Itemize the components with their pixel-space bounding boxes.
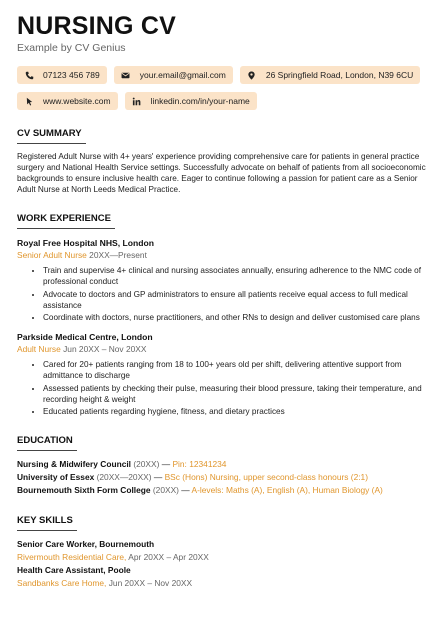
job-role: Adult Nurse bbox=[17, 344, 61, 354]
contact-chips bbox=[17, 66, 426, 110]
job-organization: Parkside Medical Centre, London bbox=[17, 332, 153, 342]
skill-title bbox=[17, 564, 426, 577]
skill-dates: Apr 20XX – Apr 20XX bbox=[128, 552, 209, 562]
job-bullet: • Advocate to doctors and GP administrators to ensure all patients receive equal access to full medical assistance bbox=[43, 289, 426, 311]
education-detail: BSc (Hons) Nursing, upper second-class honours (2:1) bbox=[164, 472, 368, 482]
email-icon bbox=[120, 69, 132, 81]
job-dates: Jun 20XX – Nov 20XX bbox=[63, 344, 147, 354]
contact-email[interactable] bbox=[114, 66, 233, 84]
skill-dates: Jun 20XX – Nov 20XX bbox=[108, 578, 193, 588]
phone-icon bbox=[23, 69, 35, 81]
education-item bbox=[17, 484, 426, 497]
skills-heading: KEY SKILLS bbox=[17, 515, 77, 531]
skill-title-text: Health Care Assistant, Poole bbox=[17, 565, 131, 575]
experience-heading: WORK EXPERIENCE bbox=[17, 213, 115, 229]
cursor-icon bbox=[23, 95, 35, 107]
job-bullets bbox=[17, 265, 426, 323]
skill-detail bbox=[17, 577, 426, 590]
job-bullet: • Assessed patients by checking their pulse, measuring their blood pressure, taking their temperature, and recording height & weight bbox=[43, 383, 426, 405]
cv-subtitle: Example by CV Genius bbox=[17, 42, 126, 54]
summary-section bbox=[17, 123, 426, 195]
education-item bbox=[17, 471, 426, 484]
contact-address[interactable] bbox=[240, 66, 420, 84]
cv-title: NURSING CV bbox=[17, 12, 176, 40]
education-dash: — bbox=[161, 459, 171, 469]
job-entry bbox=[17, 238, 426, 323]
contact-email-text: your.email@gmail.com bbox=[139, 70, 226, 80]
job-bullet: • Educated patients regarding hygiene, fitness, and dietary practices bbox=[43, 406, 426, 417]
contact-address-text: 26 Springfield Road, London, N39 6CU bbox=[265, 70, 414, 80]
contact-website-text: www.website.com bbox=[43, 96, 111, 106]
summary-text: Registered Adult Nurse with 4+ years' experience providing comprehensive care for patients in general practice surgery and National Health Service settings. Successfully advocate on behalf of patients from all socioeconomic backgrounds to ensure inclusive health care. Eager to continue following a passion for patient care as a Senior Adult Nurse at North Leeds Medical Practice. bbox=[17, 152, 426, 194]
education-dash: — bbox=[181, 485, 190, 495]
skills-section bbox=[17, 510, 426, 590]
job-bullet: • Train and supervise 4+ clinical and nursing associates annually, ensuring adherence to the NMC code of professional conduct bbox=[43, 265, 426, 287]
education-detail: A-levels: Maths (A), English (A), Human Biology (A) bbox=[191, 485, 383, 495]
education-year: (20XX) bbox=[133, 459, 160, 469]
education-list bbox=[17, 458, 426, 497]
contact-linkedin-text: linkedin.com/in/your-name bbox=[150, 96, 250, 106]
job-bullets bbox=[17, 359, 426, 417]
education-item bbox=[17, 458, 426, 471]
skills-list bbox=[17, 538, 426, 590]
job-dates: 20XX—Present bbox=[89, 250, 147, 260]
contact-website[interactable] bbox=[17, 92, 118, 110]
location-icon bbox=[246, 69, 258, 81]
contact-phone[interactable] bbox=[17, 66, 107, 84]
education-school: Bournemouth Sixth Form College bbox=[17, 485, 151, 495]
experience-section bbox=[17, 208, 426, 417]
skill-place: Rivermouth Residential Care, bbox=[17, 552, 127, 562]
job-role-line bbox=[17, 250, 426, 260]
job-entry bbox=[17, 332, 426, 417]
contact-phone-text: 07123 456 789 bbox=[43, 70, 100, 80]
job-bullet: • Cared for 20+ patients ranging from 18 to 100+ years old per shift, delivering attentive support from admittance to discharge bbox=[43, 359, 426, 381]
education-year: (20XX—20XX) bbox=[96, 472, 152, 482]
education-detail: Pin: 12341234 bbox=[172, 459, 227, 469]
summary-heading: CV SUMMARY bbox=[17, 128, 86, 144]
education-dash: — bbox=[153, 472, 163, 482]
skill-detail bbox=[17, 551, 426, 564]
skill-place: Sandbanks Care Home, bbox=[17, 578, 107, 588]
education-section bbox=[17, 430, 426, 497]
education-school: University of Essex bbox=[17, 472, 95, 482]
job-organization: Royal Free Hospital NHS, London bbox=[17, 238, 155, 248]
education-heading: EDUCATION bbox=[17, 435, 77, 451]
job-bullet: • Coordinate with doctors, nurse practitioners, and other RNs to design and deliver customised care plans bbox=[43, 312, 426, 323]
skill-title-text: Senior Care Worker, Bournemouth bbox=[17, 539, 155, 549]
education-year: (20XX) bbox=[152, 485, 179, 495]
contact-linkedin[interactable] bbox=[125, 92, 257, 110]
skill-title bbox=[17, 538, 426, 551]
job-role: Senior Adult Nurse bbox=[17, 250, 87, 260]
education-school: Nursing & Midwifery Council bbox=[17, 459, 131, 469]
job-role-line bbox=[17, 344, 426, 354]
linkedin-icon bbox=[131, 95, 143, 107]
